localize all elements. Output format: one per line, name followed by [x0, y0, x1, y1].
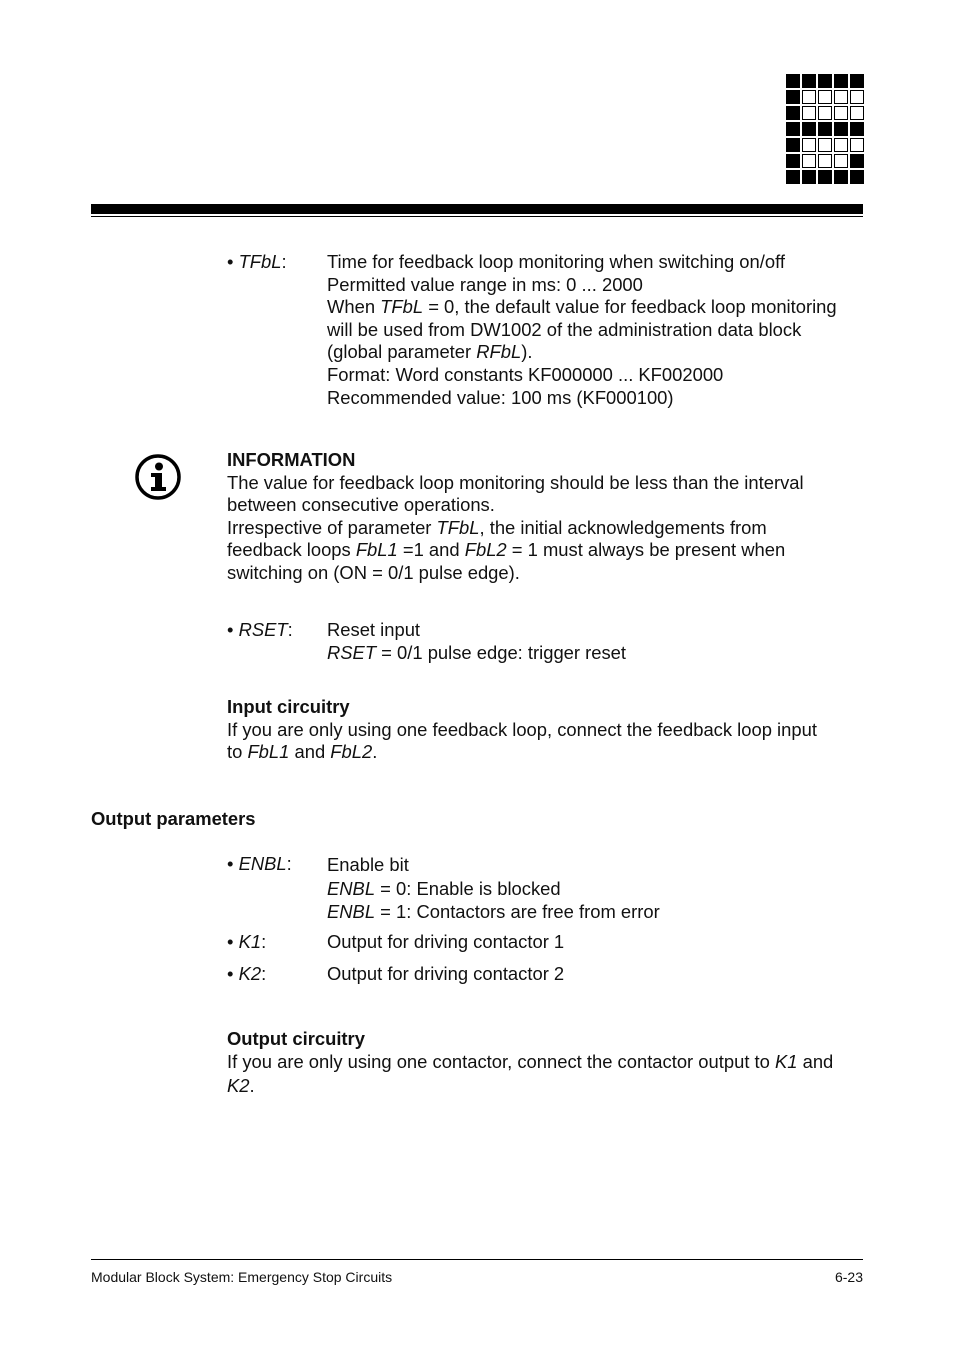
k2-description: Output for driving contactor 2: [327, 963, 565, 984]
output-parameters-heading: Output parameters: [91, 808, 256, 829]
tfbl-bullet: • TFbL:: [227, 251, 287, 272]
input-circuitry: Input circuitry If you are only using one feedback loop, connect the feedback loop input to FbL1 and FbL2.: [227, 696, 817, 763]
tfbl-description: Time for feedback loop monitoring when switching on/off Permitted value range in ms: 0 ... 2000 When TFbL = 0, the default value for feedback loop monitoring will be used from DW1002 of the administration data block (global parameter RFbL). Format: Word constants KF000000 ... KF002000 Recommended value: 100 ms (KF000100): [327, 251, 837, 408]
input-circuitry-title: Input circuitry: [227, 696, 350, 717]
output-circuitry-title: Output circuitry: [227, 1028, 365, 1049]
k1-bullet: • K1:: [227, 931, 267, 952]
header-rule-thin: [91, 216, 863, 217]
k2-bullet: • K2:: [227, 963, 267, 984]
header-rule-thick: [91, 204, 863, 214]
rset-description: Reset input RSET = 0/1 pulse edge: trigger reset: [327, 619, 627, 663]
output-circuitry: Output circuitry If you are only using one contactor, connect the contactor output to K1 and K2.: [227, 1028, 834, 1096]
enbl-bullet: • ENBL:: [227, 853, 292, 874]
footer-rule: [91, 1259, 863, 1260]
footer-title: Modular Block System: Emergency Stop Circuits: [91, 1269, 393, 1285]
information-title: INFORMATION: [227, 449, 356, 470]
k1-description: Output for driving contactor 1: [327, 931, 565, 952]
page-number: 6-23: [834, 1269, 863, 1285]
information-block: INFORMATION The value for feedback loop monitoring should be less than the interval between consecutive operations. Irrespective of parameter TFbL, the initial acknowledgements from feedback loops FbL1 =1 and FbL2 = 1 must always be present when switching on (ON = 0/1 pulse edge).: [227, 449, 804, 583]
rset-bullet: • RSET:: [227, 619, 293, 640]
grid-logo: [786, 74, 864, 184]
info-icon: [134, 453, 182, 501]
enbl-description: Enable bit ENBL = 0: Enable is blocked ENBL = 1: Contactors are free from error: [327, 854, 660, 922]
